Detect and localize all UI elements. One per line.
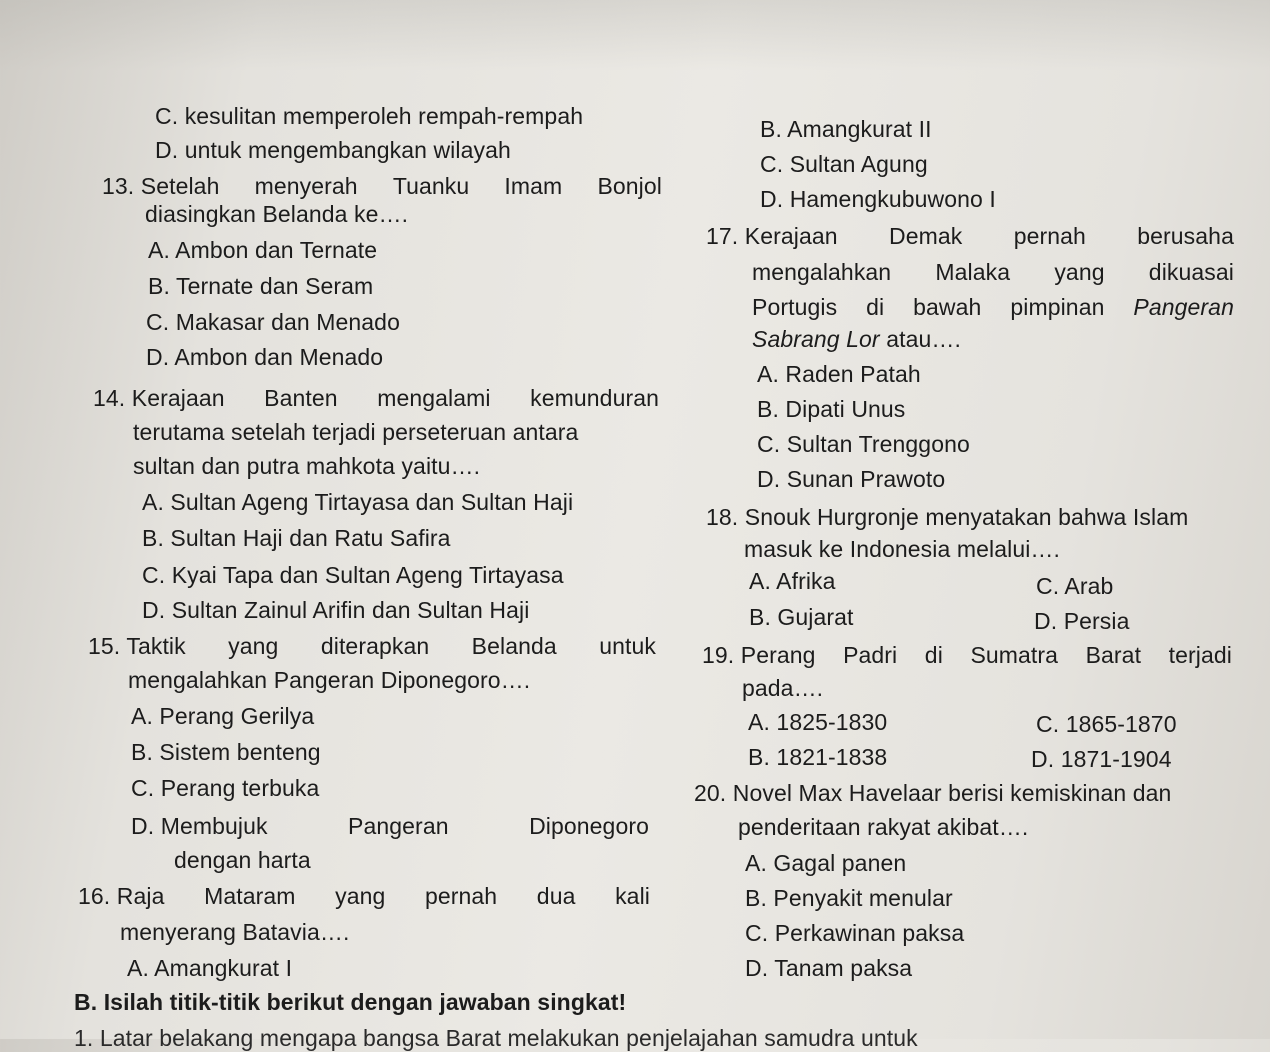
q18-question-line1: 18. Snouk Hurgronje menyatakan bahwa Islam — [706, 504, 1189, 530]
q18-option-c: C. Arab — [1036, 573, 1114, 599]
q12-option-d: D. untuk mengembangkan wilayah — [155, 137, 511, 163]
q20-question-line1: 20. Novel Max Havelaar berisi kemiskinan dan — [694, 780, 1172, 806]
q17-option-c: C. Sultan Trenggono — [757, 431, 970, 457]
section-b-heading: B. Isilah titik-titik berikut dengan jawaban singkat! — [74, 989, 627, 1015]
q16-option-a: A. Amangkurat I — [127, 955, 293, 981]
q14-word: Banten — [264, 385, 338, 411]
q15-option-d-word: Diponegoro — [529, 813, 649, 839]
q14-question-line3: sultan dan putra mahkota yaitu…. — [133, 453, 481, 479]
q18-question-line2: masuk ke Indonesia melalui…. — [744, 536, 1061, 562]
q16-word: Mataram — [204, 883, 296, 909]
q16-option-d: D. Hamengkubuwono I — [760, 186, 996, 212]
q20-option-b: B. Penyakit menular — [745, 885, 953, 911]
q15-word: yang — [228, 633, 279, 659]
q17-option-b: B. Dipati Unus — [757, 396, 906, 422]
q13-word: Tuanku — [392, 173, 470, 199]
q17-option-a: A. Raden Patah — [757, 361, 921, 387]
q17-word: berusaha — [1137, 223, 1234, 249]
q15-option-d-line1 — [131, 812, 649, 840]
q16-option-c: C. Sultan Agung — [760, 151, 928, 177]
q19-question-line1 — [702, 641, 1232, 669]
q17-word: Pangeran — [1133, 294, 1234, 320]
q13-option-c: C. Makasar dan Menado — [146, 309, 400, 335]
section-b-question-1-cut: 1. Latar belakang mengapa bangsa Barat melakukan penjelajahan samudra untuk — [74, 1025, 918, 1051]
q17-word: bawah — [913, 294, 982, 320]
q17-question-line4 — [752, 325, 961, 353]
q19-option-d: D. 1871-1904 — [1031, 746, 1172, 772]
q13-option-a: A. Ambon dan Ternate — [148, 237, 378, 263]
q18-option-b: B. Gujarat — [749, 604, 854, 630]
q17-option-d: D. Sunan Prawoto — [757, 466, 946, 492]
q13-option-b: B. Ternate dan Seram — [148, 273, 374, 299]
q13-word: menyerah — [254, 173, 358, 199]
q20-option-c: C. Perkawinan paksa — [745, 920, 965, 946]
q17-word: di — [866, 294, 885, 320]
q13-question-line2: diasingkan Belanda ke…. — [145, 201, 409, 227]
q14-word: 14. Kerajaan — [93, 385, 225, 411]
q16-word: 16. Raja — [78, 883, 165, 909]
q14-word: mengalami — [377, 385, 491, 411]
q13-word: 13. Setelah — [102, 173, 220, 199]
q17-question-line3 — [752, 293, 1234, 321]
q15-option-a: A. Perang Gerilya — [131, 703, 315, 729]
q12-option-c: C. kesulitan memperoleh rempah-rempah — [155, 103, 584, 129]
q19-word: 19. Perang — [702, 642, 816, 668]
q15-word: untuk — [599, 633, 656, 659]
q17-italic-name: Sabrang Lor — [752, 326, 880, 352]
q19-word: terjadi — [1168, 642, 1232, 668]
q17-question-line2 — [752, 258, 1234, 286]
q15-option-b: B. Sistem benteng — [131, 739, 321, 765]
q14-option-d: D. Sultan Zainul Arifin dan Sultan Haji — [142, 597, 530, 623]
q16-word: kali — [615, 883, 650, 909]
q20-question-line2: penderitaan rakyat akibat…. — [738, 814, 1029, 840]
q13-option-d: D. Ambon dan Menado — [146, 344, 384, 370]
q14-option-c: C. Kyai Tapa dan Sultan Ageng Tirtayasa — [142, 562, 564, 588]
q15-option-c: C. Perang terbuka — [131, 775, 320, 801]
q15-word: diterapkan — [320, 633, 430, 659]
q17-word: pernah — [1013, 223, 1086, 249]
q17-word: yang — [1054, 259, 1105, 285]
q19-option-c: C. 1865-1870 — [1036, 711, 1177, 737]
q16-question-line2: menyerang Batavia…. — [120, 919, 350, 945]
q15-question-line1 — [88, 632, 656, 660]
q18-option-d: D. Persia — [1034, 608, 1130, 634]
q13-word: Imam — [504, 173, 563, 199]
q19-option-a: A. 1825-1830 — [748, 709, 888, 735]
q16-question-line1 — [78, 882, 650, 910]
q15-word: Belanda — [471, 633, 557, 659]
q17-word: dikuasai — [1148, 259, 1234, 285]
q19-word: Barat — [1085, 642, 1142, 668]
q17-word: Malaka — [935, 259, 1011, 285]
q15-question-line2: mengalahkan Pangeran Diponegoro…. — [128, 667, 531, 693]
q14-question-line1 — [93, 384, 659, 412]
q14-word: kemunduran — [530, 385, 659, 411]
q17-line4-rest: atau…. — [879, 326, 961, 352]
page-shadow — [0, 0, 1270, 70]
q17-word: mengalahkan — [752, 259, 892, 285]
q17-word: pimpinan — [1010, 294, 1105, 320]
q15-option-d-line2: dengan harta — [174, 847, 311, 873]
q16-word: pernah — [424, 883, 498, 909]
q20-option-d: D. Tanam paksa — [745, 955, 913, 981]
q15-word: 15. Taktik — [88, 633, 186, 659]
q20-option-a: A. Gagal panen — [745, 850, 907, 876]
q15-option-d-word: Pangeran — [348, 813, 449, 839]
q19-word: di — [924, 642, 943, 668]
q14-option-b: B. Sultan Haji dan Ratu Safira — [142, 525, 451, 551]
q14-question-line2: terutama setelah terjadi perseteruan antara — [133, 419, 579, 445]
q17-word: 17. Kerajaan — [706, 223, 838, 249]
q19-word: Padri — [843, 642, 898, 668]
q18-option-a: A. Afrika — [749, 568, 836, 594]
q19-question-line2: pada…. — [742, 675, 824, 701]
q17-word: Portugis — [752, 294, 838, 320]
q17-question-line1 — [706, 222, 1234, 250]
q16-word: dua — [536, 883, 576, 909]
q16-option-b: B. Amangkurat II — [760, 116, 932, 142]
q19-word: Sumatra — [970, 642, 1059, 668]
q17-word: Demak — [888, 223, 963, 249]
q13-word: Bonjol — [597, 173, 662, 199]
q19-option-b: B. 1821-1838 — [748, 744, 888, 770]
q13-question-line1 — [102, 172, 662, 200]
q15-option-d-word: D. Membujuk — [131, 813, 268, 839]
q14-option-a: A. Sultan Ageng Tirtayasa dan Sultan Haji — [142, 489, 574, 515]
q16-word: yang — [335, 883, 386, 909]
